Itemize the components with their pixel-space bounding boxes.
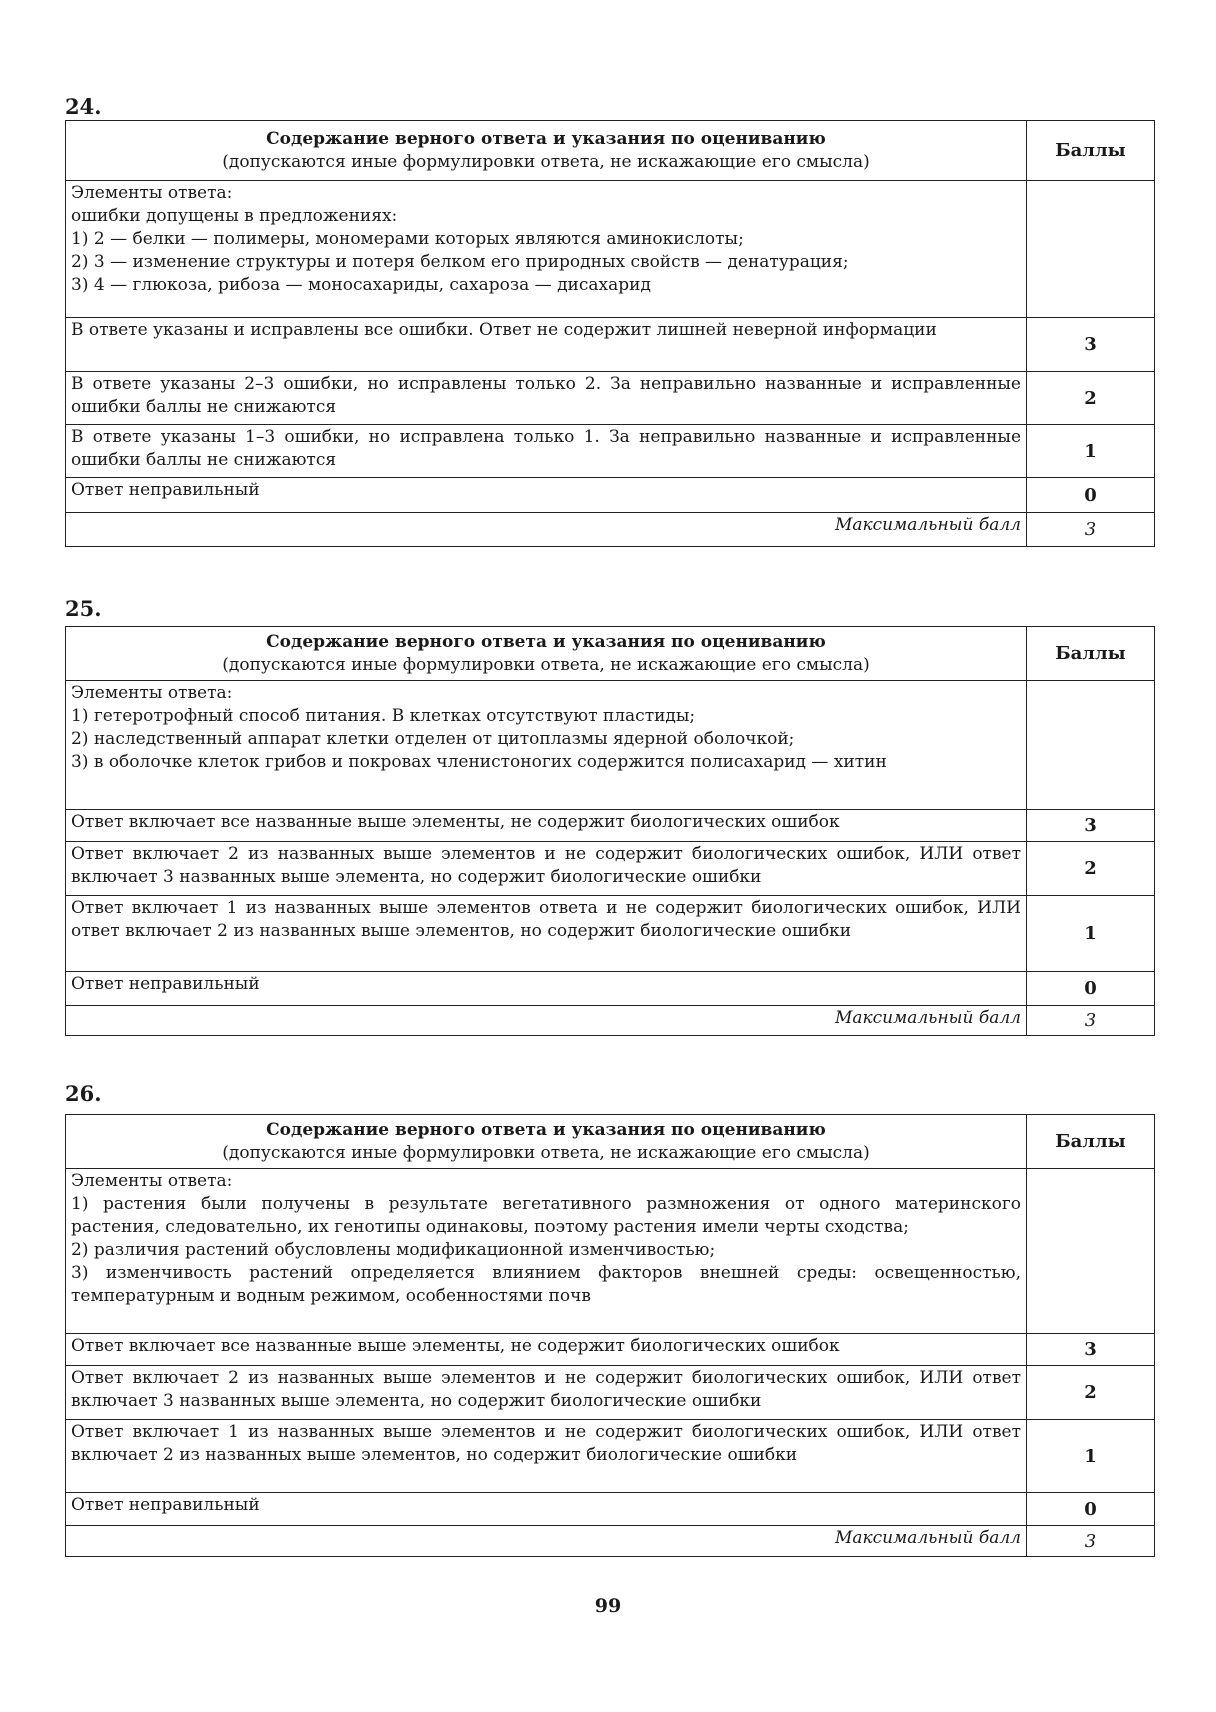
criterion-points: 2 [1027,842,1155,896]
scoring-table [65,1114,1155,1557]
answer-element-line: 3) в оболочке клеток грибов и покровах членистоногих содержится полисахарид — хитин [71,752,887,772]
criterion-points: 3 [1027,1334,1155,1366]
criterion-text: Ответ включает 1 из названных выше элементов и не содержит биологических ошибок, ИЛИ ответ включает 2 из названных выше элементов, но содержит биологические ошибки [66,1420,1027,1493]
criterion-points: 0 [1027,478,1155,513]
criterion-points: 1 [1027,896,1155,972]
criterion-row [66,1420,1155,1493]
header-row [66,627,1155,681]
criterion-text: В ответе указаны 1–3 ошибки, но исправлена только 1. За неправильно названные и исправленные ошибки баллы не снижаются [66,425,1027,478]
criterion-row [66,842,1155,896]
criterion-row [66,425,1155,478]
max-points: 3 [1027,513,1155,547]
criterion-points: 2 [1027,1366,1155,1420]
criterion-text: Ответ включает все названные выше элементы, не содержит биологических ошибок [66,810,1027,842]
header-subtitle: (допускаются иные формулировки ответа, не искажающие его смысла) [222,151,870,172]
answer-element-line: 2) различия растений обусловлены модификационной изменчивостью; [71,1240,716,1260]
answer-element-line: 1) гетеротрофный способ питания. В клетках отсутствуют пластиды; [71,706,696,726]
criterion-row [66,1493,1155,1526]
max-points: 3 [1027,1006,1155,1036]
header-cell [66,1115,1027,1169]
header-cell [66,121,1027,181]
criterion-row [66,810,1155,842]
criterion-text: В ответе указаны 2–3 ошибки, но исправлены только 2. За неправильно названные и исправленные ошибки баллы не снижаются [66,372,1027,425]
scoring-table [65,120,1155,547]
criterion-text: В ответе указаны и исправлены все ошибки. Ответ не содержит лишней неверной информации [66,318,1027,372]
criterion-text: Ответ неправильный [66,1493,1027,1526]
max-points: 3 [1027,1526,1155,1557]
max-row [66,1006,1155,1036]
answer-element-line: 1) 2 — белки — полимеры, мономерами которых являются аминокислоты; [71,229,744,249]
max-label: Максимальный балл [66,1006,1027,1036]
empty-points-cell [1027,681,1155,810]
question-number: 25. [65,596,102,621]
header-cell [66,627,1027,681]
answer-elements [66,681,1027,810]
points-header: Баллы [1027,1115,1155,1169]
criterion-points: 0 [1027,1493,1155,1526]
criterion-text: Ответ неправильный [66,972,1027,1006]
answer-elements [66,181,1027,318]
scoring-table [65,626,1155,1036]
question-number: 26. [65,1081,102,1106]
elements-row [66,681,1155,810]
criterion-points: 1 [1027,1420,1155,1493]
answer-element-line: 3) изменчивость растений определяется влиянием факторов внешней среды: освещенностью, температурным и водным режимом, особенностями почв [71,1263,1021,1306]
criterion-row [66,318,1155,372]
header-title: Содержание верного ответа и указания по оцениванию [266,631,826,652]
answer-element-line: 3) 4 — глюкоза, рибоза — моносахариды, сахароза — дисахарид [71,275,651,295]
criterion-row [66,972,1155,1006]
answer-element-line: Элементы ответа: [71,1171,233,1191]
criterion-text: Ответ включает 2 из названных выше элементов и не содержит биологических ошибок, ИЛИ ответ включает 3 названных выше элемента, но содержит биологические ошибки [66,842,1027,896]
elements-row [66,181,1155,318]
max-row [66,513,1155,547]
criterion-text: Ответ включает 1 из названных выше элементов ответа и не содержит биологических ошибок, ИЛИ ответ включает 2 из названных выше элементов, но содержит биологические ошибки [66,896,1027,972]
max-label: Максимальный балл [66,513,1027,547]
header-row [66,1115,1155,1169]
criterion-points: 3 [1027,318,1155,372]
criterion-row [66,1334,1155,1366]
answer-element-line: Элементы ответа: [71,683,233,703]
points-header: Баллы [1027,627,1155,681]
max-row [66,1526,1155,1557]
answer-element-line: 2) 3 — изменение структуры и потеря белком его природных свойств — денатурация; [71,252,849,272]
criterion-row [66,478,1155,513]
criterion-row [66,896,1155,972]
header-title: Содержание верного ответа и указания по оцениванию [266,128,826,149]
answer-element-line: ошибки допущены в предложениях: [71,206,398,226]
criterion-points: 3 [1027,810,1155,842]
criterion-text: Ответ включает 2 из названных выше элементов и не содержит биологических ошибок, ИЛИ ответ включает 3 названных выше элемента, но содержит биологические ошибки [66,1366,1027,1420]
criterion-row [66,372,1155,425]
criterion-row [66,1366,1155,1420]
page-number: 99 [594,1595,622,1617]
criterion-points: 2 [1027,372,1155,425]
max-label: Максимальный балл [66,1526,1027,1557]
criterion-points: 0 [1027,972,1155,1006]
header-subtitle: (допускаются иные формулировки ответа, не искажающие его смысла) [222,1142,870,1163]
header-title: Содержание верного ответа и указания по оцениванию [266,1119,826,1140]
answer-element-line: Элементы ответа: [71,183,233,203]
points-header: Баллы [1027,121,1155,181]
criterion-text: Ответ включает все названные выше элементы, не содержит биологических ошибок [66,1334,1027,1366]
answer-element-line: 1) растения были получены в результате вегетативного размножения от одного материнского растения, следовательно, их генотипы одинаковы, поэтому растения имели черты сходства; [71,1194,1021,1237]
elements-row [66,1169,1155,1334]
question-number: 24. [65,94,102,119]
empty-points-cell [1027,181,1155,318]
empty-points-cell [1027,1169,1155,1334]
header-row [66,121,1155,181]
criterion-points: 1 [1027,425,1155,478]
criterion-text: Ответ неправильный [66,478,1027,513]
header-subtitle: (допускаются иные формулировки ответа, не искажающие его смысла) [222,654,870,675]
answer-elements [66,1169,1027,1334]
answer-element-line: 2) наследственный аппарат клетки отделен от цитоплазмы ядерной оболочкой; [71,729,795,749]
